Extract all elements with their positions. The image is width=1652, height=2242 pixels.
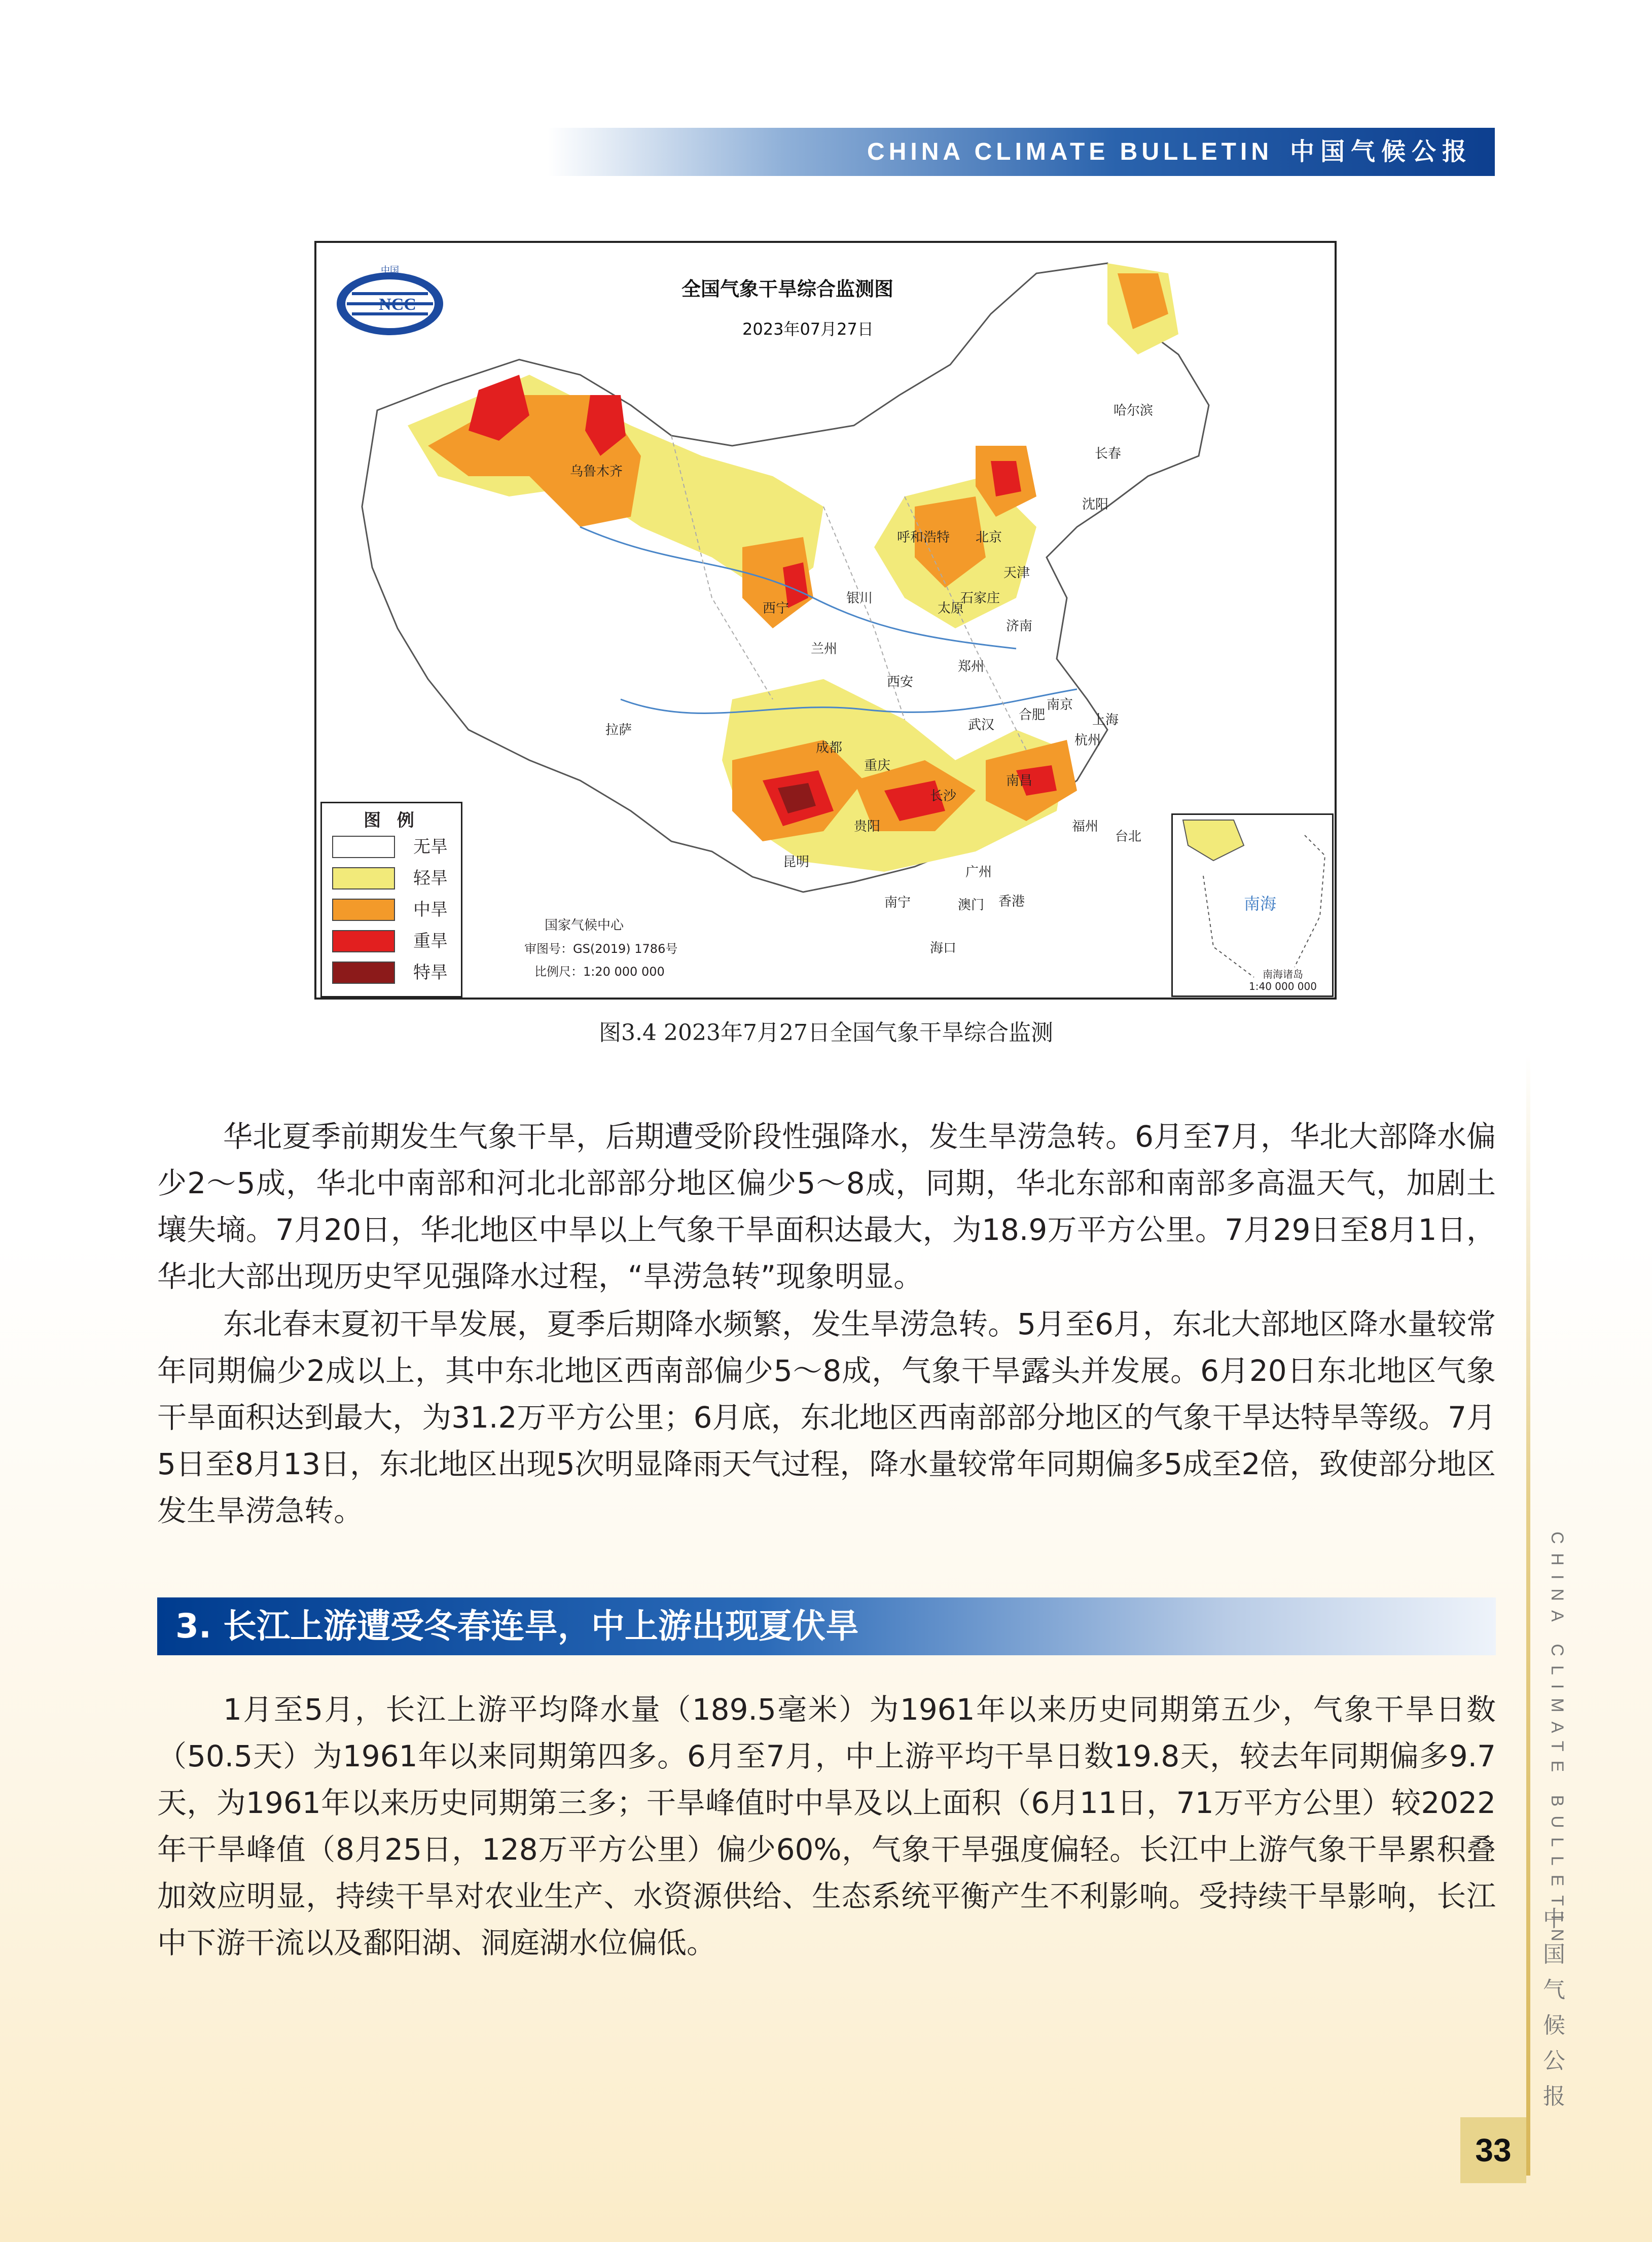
city-label: 长沙 (930, 789, 957, 804)
south-china-sea-inset (1171, 813, 1334, 997)
side-title-en: CHINA CLIMATE BULLETIN (1548, 1532, 1567, 1951)
legend-label: 特旱 (413, 963, 448, 983)
severe-drought-area (991, 461, 1021, 496)
city-label: 澳门 (958, 898, 985, 913)
section-title: 3. 长江上游遭受冬春连旱，中上游出现夏伏旱 (175, 1607, 859, 1646)
legend-item (332, 834, 459, 860)
inset-caption (1249, 968, 1317, 992)
city-label: 海口 (930, 941, 957, 956)
city-label: 台北 (1115, 829, 1142, 844)
body-paragraph: 1月至5月，长江上游平均降水量（189.5毫米）为1961年以来历史同期第五少，气象干旱日数（50.5天）为1961年以来同期第四多。6月至7月，中上游平均干旱日数19.8天，较去年同期偏多9.7天，为1961年以来历史同期第三多；干旱峰值时中旱及以上面积（6月11日，71万平方公里）较2022年干旱峰值（8月25日，128万平方公里）偏少60%，气象干旱强度偏轻。长江中上游气象干旱累积叠加效应明显，持续干旱对农业生产、水资源供给、生态系统平衡产生不利影响。受持续干旱影响，长江中下游干流以及鄱阳湖、洞庭湖水位偏低。 (157, 1692, 1496, 1960)
city-label: 成都 (816, 740, 843, 756)
city-label: 杭州 (1074, 733, 1101, 748)
page-number: 33 (1460, 2117, 1526, 2183)
header-title-en: CHINA CLIMATE BULLETIN (867, 138, 1273, 165)
section-heading-bar (157, 1597, 1496, 1655)
legend-title: 图 例 (364, 810, 419, 831)
credit-scale: 比例尺：1:20 000 000 (534, 965, 665, 979)
legend-item (332, 928, 459, 954)
city-label: 合肥 (1019, 707, 1046, 723)
city-label: 天津 (1003, 565, 1030, 581)
city-label: 济南 (1006, 619, 1033, 634)
drought-map (314, 241, 1337, 1000)
map-credit (524, 915, 727, 979)
city-label: 西安 (887, 674, 914, 690)
inset-label: 南海 (1244, 894, 1277, 913)
body-paragraph: 华北夏季前期发生气象干旱，后期遭受阶段性强降水，发生旱涝急转。6月至7月，华北大部降水偏少2～5成，华北中南部和河北北部部分地区偏少5～8成，同期，华北东部和南部多高温天气，加剧土壤失墒。7月20日，华北地区中旱以上气象干旱面积达最大，为18.9万平方公里。7月29日至8月1日，华北大部出现历史罕见强降水过程，“旱涝急转”现象明显。 (157, 1119, 1496, 1294)
logo-text-en: NCC (379, 295, 416, 314)
city-label: 南京 (1047, 697, 1073, 713)
credit-map-number: 审图号：GS(2019) 1786号 (524, 942, 678, 956)
legend-swatch (332, 836, 395, 858)
city-label: 武汉 (968, 718, 995, 733)
city-label: 北京 (976, 530, 1002, 545)
city-label: 长春 (1095, 446, 1122, 461)
city-label: 广州 (965, 865, 992, 880)
legend-item (332, 897, 459, 923)
header-title-cn: 中国气候公报 (1289, 137, 1473, 166)
city-label: 拉萨 (605, 723, 632, 738)
city-label: 南昌 (1006, 773, 1033, 789)
city-label: 呼和浩特 (897, 530, 950, 545)
legend-item (332, 959, 459, 986)
body-paragraph: 东北春末夏初干旱发展，夏季后期降水频繁，发生旱涝急转。5月至6月，东北大部地区降水量较常年同期偏少2成以上，其中东北地区西南部偏少5～8成，气象干旱露头并发展。6月20日东北地区气象干旱面积达到最大，为31.2万平方公里；6月底，东北地区西南部部分地区的气象干旱达特旱等级。7月5日至8月13日，东北地区出现5次明显降雨天气过程，降水量较常年同期偏多5成至2倍，致使部分地区发生旱涝急转。 (157, 1307, 1496, 1528)
city-label: 西宁 (763, 601, 789, 616)
inset-caption-line: 南海诸岛 (1262, 968, 1303, 980)
city-label: 上海 (1092, 713, 1119, 728)
city-label: 太原 (938, 601, 964, 616)
legend-label: 轻旱 (413, 868, 448, 888)
legend-label: 无旱 (413, 837, 448, 857)
legend-swatch (332, 930, 395, 952)
credit-org: 国家气候中心 (545, 918, 624, 933)
header-title (867, 128, 1495, 176)
legend-label: 中旱 (413, 900, 448, 920)
city-label: 石家庄 (960, 591, 1000, 606)
legend-swatch (332, 899, 395, 921)
header-bar (548, 128, 1495, 176)
city-label: 香港 (998, 894, 1025, 909)
city-label: 重庆 (864, 758, 891, 773)
inset-caption-scale: 1:40 000 000 (1249, 980, 1317, 992)
city-label: 南宁 (884, 895, 911, 910)
logo-text-cn: 中国 (381, 265, 399, 276)
figure-caption: 图3.4 2023年7月27日全国气象干旱综合监测 (599, 1020, 1053, 1046)
side-rule (1526, 1055, 1530, 2176)
map-title: 全国气象干旱综合监测图 (681, 278, 894, 300)
map-legend (320, 802, 462, 998)
city-label: 银川 (846, 591, 873, 606)
city-label: 乌鲁木齐 (570, 464, 623, 479)
legend-swatch (332, 867, 395, 889)
map-date: 2023年07月27日 (742, 319, 874, 339)
city-label: 沈阳 (1082, 497, 1109, 512)
legend-item (332, 865, 459, 892)
side-title-cn: 中国气候公报 (1539, 1907, 1565, 2120)
city-label: 福州 (1072, 819, 1099, 834)
city-label: 郑州 (958, 659, 985, 674)
city-label: 兰州 (811, 642, 838, 657)
ncc-logo (332, 263, 448, 339)
city-label: 昆明 (783, 855, 810, 870)
legend-label: 重旱 (413, 931, 448, 951)
legend-swatch (332, 962, 395, 984)
city-label: 贵阳 (854, 819, 881, 834)
city-label: 哈尔滨 (1114, 403, 1154, 418)
